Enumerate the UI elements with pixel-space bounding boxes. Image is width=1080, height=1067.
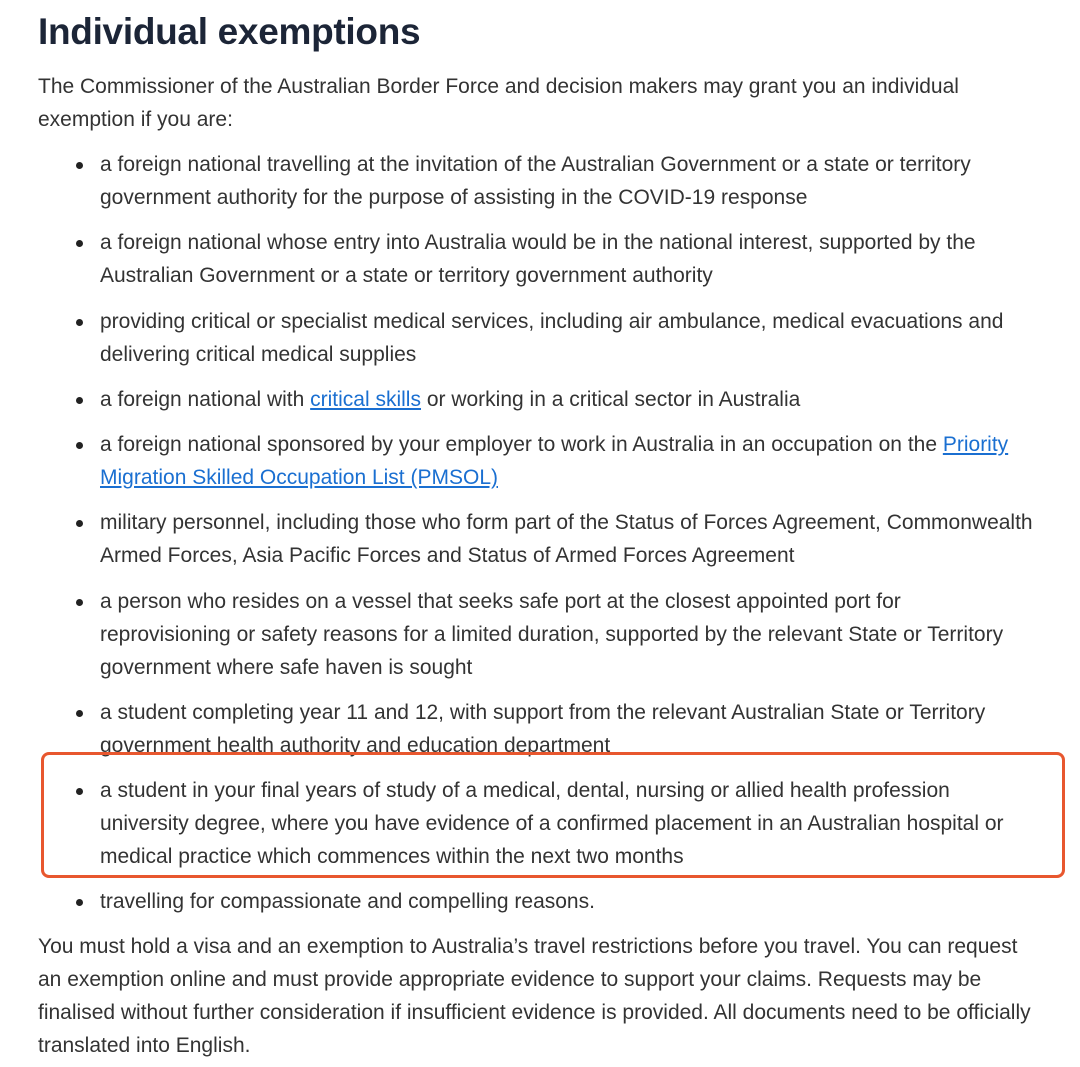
list-item-text: travelling for compassionate and compelling reasons. — [100, 890, 595, 913]
highlight-annotation-box — [41, 752, 1065, 878]
list-item-text: a foreign national with — [100, 388, 311, 411]
bullet-icon — [76, 162, 83, 169]
pmsol-link[interactable]: Priority Migration Skilled Occupation List (PMSOL) — [100, 433, 1009, 489]
list-item-text: a student in your final years of study of a medical, dental, nursing or allied health profession university degree, where you have evidence of a confirmed placement in an Australian hospital or medical practice which commences within the next two months — [100, 779, 1004, 868]
bullet-icon — [76, 899, 83, 906]
list-item-text: a foreign national whose entry into Australia would be in the national interest, supported by the Australian Government or a state or territory government authority — [100, 231, 976, 287]
list-item — [100, 506, 1035, 572]
list-item-text: military personnel, including those who form part of the Status of Forces Agreement, Commonwealth Armed Forces, Asia Pacific Forces and Status of Armed Forces Agreement — [100, 511, 1033, 567]
bullet-icon — [76, 710, 83, 717]
list-item-text: a foreign national travelling at the invitation of the Australian Government or a state or territory government authority for the purpose of assisting in the COVID-19 response — [100, 153, 971, 209]
outro-paragraph: You must hold a visa and an exemption to Australia’s travel restrictions before you travel. You can request an exemption online and must provide appropriate evidence to support your claims. Requests may be finalised without further consideration if insufficient evidence is provided. All documents need to be officially translated into English. — [38, 935, 1031, 1057]
bullet-icon — [76, 442, 83, 449]
list-item — [100, 585, 1035, 684]
page-title: Individual exemptions — [38, 11, 421, 52]
bullet-icon — [76, 319, 83, 326]
list-item-text: a person who resides on a vessel that seeks safe port at the closest appointed port for reprovisioning or safety reasons for a limited duration, supported by the relevant State or Territory government where safe haven is sought — [100, 590, 1004, 679]
list-item-text: providing critical or specialist medical services, including air ambulance, medical evacuations and delivering critical medical supplies — [100, 310, 1004, 366]
bullet-icon — [76, 520, 83, 527]
list-item-text: or working in a critical sector in Australia — [420, 388, 801, 411]
list-item — [100, 148, 1035, 214]
bullet-icon — [76, 397, 83, 404]
list-item-text: a student completing year 11 and 12, with support from the relevant Australian State or Territory government health authority and education department — [100, 701, 986, 757]
bullet-icon — [76, 240, 83, 247]
list-item — [100, 885, 1035, 918]
intro-paragraph: The Commissioner of the Australian Border Force and decision makers may grant you an individual exemption if you are: — [38, 75, 959, 131]
list-item-text: a foreign national sponsored by your employer to work in Australia in an occupation on the — [100, 433, 943, 456]
list-item — [100, 383, 1035, 416]
bullet-icon — [76, 599, 83, 606]
list-item — [100, 226, 1035, 292]
critical-skills-link[interactable]: critical skills — [310, 388, 421, 411]
list-item — [100, 428, 1035, 494]
list-item — [100, 305, 1035, 371]
